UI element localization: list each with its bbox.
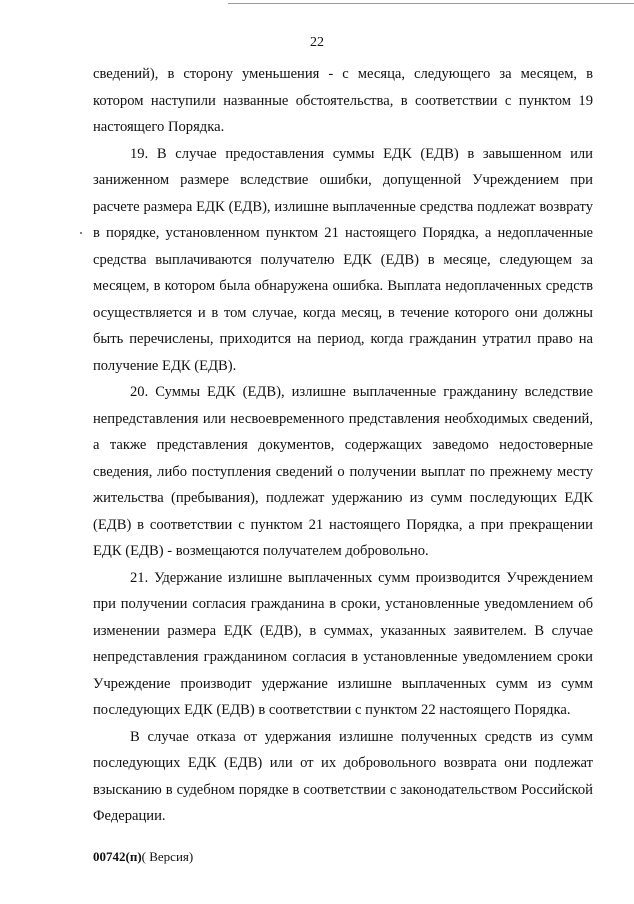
document-version: ( Версия) [141, 849, 194, 864]
page-number: 22 [310, 35, 324, 50]
paragraph-refusal-case: В случае отказа от удержания излишне полученных средств из сумм последующих ЕДК (ЕДВ) или от их добровольного возврата они подлежат взысканию в судебном порядке в соответствии с законодательством Российской Федерации. [93, 728, 593, 824]
paragraph-item-21: 21. Удержание излишне выплаченных сумм производится Учреждением при получении согласия гражданина в сроки, установленные уведомлением об изменении размера ЕДК (ЕДВ), в суммах, указанных заявителем. В случае непредставления гражданином согласия в установленные уведомлением сроки Учреждение производит удержание излишне выплаченных сумм из сумм последующих ЕДК (ЕДВ) в соответствии с пунктом 22 настоящего Порядка. [93, 569, 593, 718]
paragraph-item-20: 20. Суммы ЕДК (ЕДВ), излишне выплаченные гражданину вследствие непредставления или несвоевременного представления необходимых сведений, а также представления документов, содержащих заведомо недостоверные сведения, либо поступления сведений о получении выплат по прежнему месту жительства (пребывания), подлежат удержанию из сумм последующих ЕДК (ЕДВ) в соответствии с пунктом 21 настоящего Порядка, а при прекращении ЕДК (ЕДВ) - возмещаются получателем добровольно. [93, 384, 593, 559]
scan-speck [80, 232, 82, 234]
document-code: 00742(п) [93, 849, 142, 864]
document-body [93, 61, 593, 830]
top-edge-rule [228, 3, 634, 4]
paragraph-continuation: сведений), в сторону уменьшения - с месяца, следующего за месяцем, в котором наступили названные обстоятельства, в соответствии с пунктом 19 настоящего Порядка. [93, 66, 593, 135]
document-footer [93, 848, 193, 866]
paragraph-item-19: 19. В случае предоставления суммы ЕДК (ЕДВ) в завышенном или заниженном размере вследствие ошибки, допущенной Учреждением при расчете размера ЕДК (ЕДВ), излишне выплаченные средства подлежат возврату в порядке, установленном пунктом 21 настоящего Порядка, а недоплаченные средства выплачиваются получателю ЕДК (ЕДВ) в месяце, следующем за месяцем, в котором была обнаружена ошибка. Выплата недоплаченных средств осуществляется и в том случае, когда месяц, в течение которого они должны быть перечислены, приходится на период, когда гражданин утратил право на получение ЕДК (ЕДВ). [93, 145, 593, 374]
